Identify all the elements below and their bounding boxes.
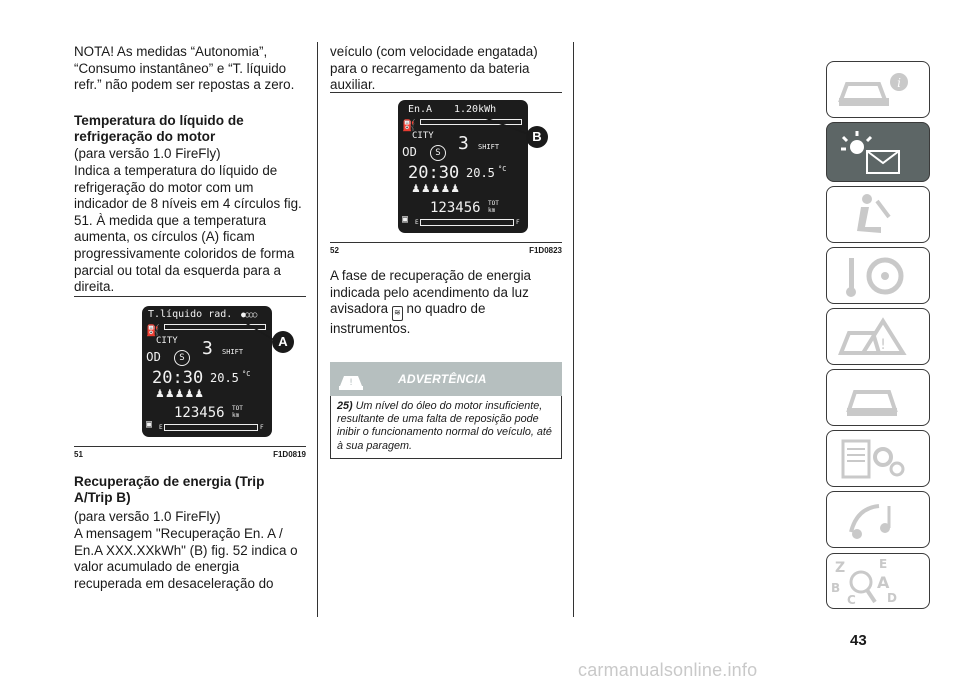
seat-airbag-icon bbox=[827, 187, 931, 244]
outside-temp-value: 20.5 bbox=[210, 371, 239, 385]
odometer-value-2: 123456 bbox=[430, 200, 481, 216]
svg-text:E: E bbox=[879, 557, 888, 571]
svg-text:C: C bbox=[847, 593, 856, 607]
version-note-2: (para versão 1.0 FireFly) bbox=[74, 509, 221, 524]
warning-body bbox=[330, 396, 562, 459]
figure-51-caption bbox=[74, 447, 306, 459]
gauge-e: E bbox=[159, 424, 163, 431]
city-mode-2: CITY bbox=[412, 131, 434, 141]
gear-indicator: 3 bbox=[202, 338, 213, 359]
section-title-coolant: Temperatura do líquido de refrigeração do motor bbox=[74, 113, 244, 145]
warning-light-message-icon bbox=[827, 123, 931, 183]
svg-text:B: B bbox=[831, 581, 841, 595]
car-crash-warning-icon bbox=[827, 309, 931, 366]
svg-text:i: i bbox=[897, 76, 901, 90]
tab-multimedia[interactable] bbox=[826, 491, 930, 548]
technical-data-icon bbox=[827, 431, 931, 488]
tab-warning-lights[interactable] bbox=[826, 122, 930, 182]
tab-safety[interactable] bbox=[826, 186, 930, 243]
figure-52-caption bbox=[330, 243, 562, 255]
shift-indicator-2: SHIFT bbox=[478, 143, 500, 151]
page-number: 43 bbox=[850, 632, 867, 649]
tab-maintenance[interactable] bbox=[826, 369, 930, 426]
figure-number-2: 52 bbox=[330, 246, 339, 255]
energy-paragraph: A mensagem "Recuperação En. A / En.A XXX.XXkWh" (B) fig. 52 indica o valor acumulado de energia recuperada em desaceleração do bbox=[74, 526, 298, 591]
fuel-pump-icon: ⛽ bbox=[146, 324, 160, 337]
column-divider-1 bbox=[317, 42, 318, 617]
tot-label-2: TOT bbox=[488, 200, 499, 207]
svg-text:D: D bbox=[887, 591, 897, 605]
s-mode-icon-2: S bbox=[430, 145, 446, 161]
temp-unit-2: °C bbox=[498, 165, 507, 173]
start-stop-icon-2: 𝟢D bbox=[402, 145, 417, 159]
alphabetical-index-icon bbox=[827, 554, 931, 610]
shift-indicator: SHIFT bbox=[222, 348, 244, 356]
multimedia-icon bbox=[827, 492, 931, 549]
coolant-label: T.líquido rad. bbox=[148, 309, 233, 320]
start-stop-icon: 𝟢D bbox=[146, 350, 161, 364]
gauge-f-2: F bbox=[516, 219, 520, 226]
watermark[interactable]: carmanualsonline.info bbox=[578, 660, 758, 680]
tab-car-info[interactable] bbox=[826, 61, 930, 118]
svg-text:!: ! bbox=[880, 337, 886, 353]
note-paragraph: NOTA! As medidas “Autonomia”, “Consumo instantâneo” e “T. líquido refr.” não podem ser repostas a zero. bbox=[74, 44, 295, 93]
paragraph-end: no quadro de instrumentos. bbox=[330, 301, 486, 337]
figure-code: F1D0819 bbox=[273, 450, 306, 459]
callout-line-a bbox=[74, 300, 306, 445]
warning-header bbox=[330, 362, 562, 396]
clock-value: 20:30 bbox=[152, 368, 204, 388]
tot-label: TOT bbox=[232, 405, 243, 412]
figure-top-rule-2 bbox=[330, 92, 562, 93]
svg-text:A: A bbox=[877, 573, 890, 592]
figure-52-dashboard bbox=[330, 96, 562, 241]
temperature-circles: ●○○○ bbox=[241, 310, 257, 319]
tab-starting-driving[interactable] bbox=[826, 247, 930, 304]
gauge-e-2: E bbox=[415, 219, 419, 226]
svg-text:Z: Z bbox=[835, 560, 846, 576]
callout-b: B bbox=[526, 126, 548, 148]
km-label: km bbox=[232, 412, 240, 419]
section-title-energy: Recuperação de energia (Trip A/Trip B) bbox=[74, 474, 265, 506]
city-mode: CITY bbox=[156, 336, 178, 346]
figure-number: 51 bbox=[74, 450, 83, 459]
fuel-gauge-icon-2: ▣ bbox=[402, 214, 409, 225]
car-service-icon bbox=[827, 370, 931, 427]
warning-light-icon: ≋ bbox=[392, 306, 403, 321]
fuel-pump-icon-2: ⛽ bbox=[402, 119, 416, 132]
warning-box bbox=[330, 362, 562, 459]
column-divider-2 bbox=[573, 42, 574, 617]
tab-emergency[interactable] bbox=[826, 308, 930, 365]
callout-line-b bbox=[330, 96, 562, 241]
key-steering-wheel-icon bbox=[827, 248, 931, 305]
version-note: (para versão 1.0 FireFly) bbox=[74, 146, 221, 161]
km-label-2: km bbox=[488, 207, 496, 214]
paragraph-start: A fase de recuperação de energia indicada pelo acendimento da luz avisadora bbox=[330, 268, 532, 317]
callout-a: A bbox=[272, 331, 294, 353]
gauge-f: F bbox=[260, 424, 264, 431]
coolant-paragraph: Indica a temperatura do líquido de refrigeração do motor com um indicador de 8 níveis em 4 círculos fig. 51. À medida que a temperatura aumenta, os círculos (A) ficam progressivamente coloridos de forma parcial ou total da esquerda para a direita. bbox=[74, 163, 302, 295]
figure-code-2: F1D0823 bbox=[529, 246, 562, 255]
warning-text: Um nível do óleo do motor insuficiente, resultante de uma falta de reposição pode inibir o funcionamento normal do veículo, até à sua paragem. bbox=[337, 400, 552, 452]
energy-value: 1.20kWh bbox=[454, 104, 497, 115]
warning-title: ADVERTÊNCIA bbox=[398, 372, 487, 386]
svg-text:!: ! bbox=[349, 378, 353, 388]
temp-unit: °C bbox=[242, 370, 251, 378]
tab-technical-data[interactable] bbox=[826, 430, 930, 487]
outside-temp-value-2: 20.5 bbox=[466, 166, 495, 180]
warning-number: 25) bbox=[337, 400, 353, 412]
energy-label: En.A bbox=[408, 104, 433, 115]
continuation-paragraph: veículo (com velocidade engatada) para o recarregamento da bateria auxiliar. bbox=[330, 44, 538, 93]
gear-indicator-2: 3 bbox=[458, 133, 469, 154]
fuel-gauge-icon: ▣ bbox=[146, 419, 153, 430]
figure-51-dashboard bbox=[74, 300, 306, 445]
tab-index[interactable] bbox=[826, 553, 930, 609]
s-mode-icon: S bbox=[174, 350, 190, 366]
figure-top-rule bbox=[74, 296, 306, 297]
energy-recovery-paragraph bbox=[330, 268, 562, 338]
odometer-value: 123456 bbox=[174, 405, 225, 421]
seatbelt-icons-2: ♟♟♟♟♟ bbox=[412, 181, 462, 196]
seatbelt-icons: ♟♟♟♟♟ bbox=[156, 386, 206, 401]
clock-value-2: 20:30 bbox=[408, 163, 460, 183]
warning-car-icon bbox=[336, 366, 366, 392]
car-info-icon bbox=[827, 62, 931, 119]
